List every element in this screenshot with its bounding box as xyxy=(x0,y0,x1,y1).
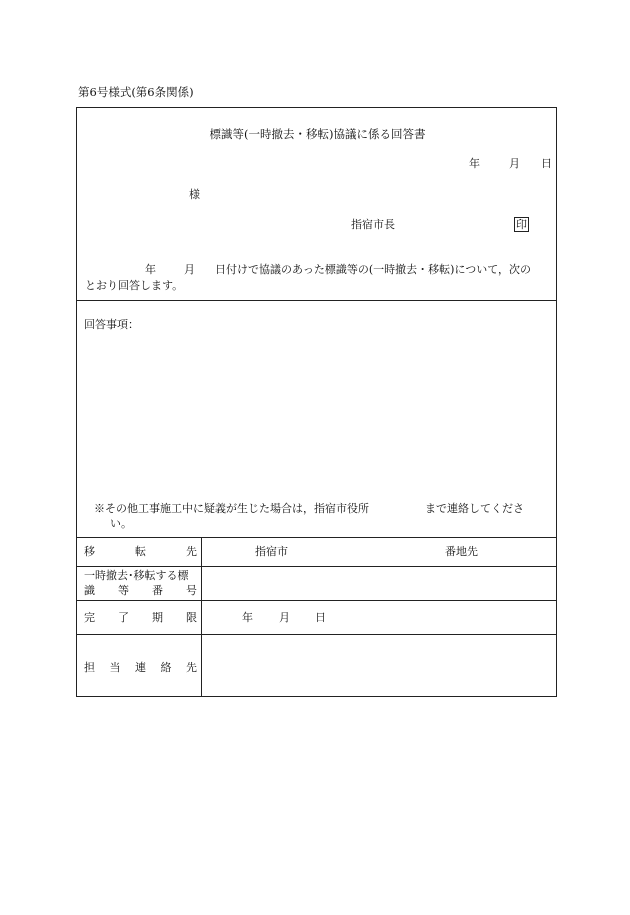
label-char: 了 xyxy=(118,611,129,624)
reply-form xyxy=(76,107,557,697)
divider-row-1 xyxy=(77,566,556,567)
label-char: 期 xyxy=(152,611,163,624)
notice-line-2: い。 xyxy=(110,517,132,530)
date-month: 月 xyxy=(509,157,520,170)
relocation-suffix: 番地先 xyxy=(445,545,478,558)
label-char: 先 xyxy=(186,545,197,558)
deadline-day: 日 xyxy=(315,611,326,624)
label-contact xyxy=(84,662,197,673)
label-char: 号 xyxy=(186,584,197,597)
label-char: 完 xyxy=(84,611,95,624)
label-deadline xyxy=(84,612,197,623)
deadline-month: 月 xyxy=(279,611,290,624)
reply-items-label: 回答事項： xyxy=(84,318,139,331)
label-sign-number-line-1: 一時撤去･移転する標 xyxy=(84,569,189,582)
notice-line-1-b: まで連絡してくださ xyxy=(425,502,524,515)
issuer-name: 指宿市長 xyxy=(351,218,395,231)
seal-wrapper xyxy=(514,217,529,232)
divider-column xyxy=(201,537,202,696)
divider-row-3 xyxy=(77,634,556,635)
label-char: 当 xyxy=(109,661,121,674)
form-title: 標識等(一時撤去・移転)協議に係る回答書 xyxy=(209,127,426,141)
label-char: 担 xyxy=(84,661,95,674)
label-char: 移 xyxy=(84,545,95,558)
label-char: 絡 xyxy=(160,661,172,674)
label-char: 連 xyxy=(135,661,146,674)
date-day: 日 xyxy=(541,157,552,170)
deadline-year: 年 xyxy=(242,611,253,624)
label-char: 番 xyxy=(152,584,163,597)
label-char: 識 xyxy=(84,584,95,597)
divider-header xyxy=(77,300,556,301)
form-number-label: 第6号様式(第6条関係) xyxy=(78,85,194,99)
divider-table-top xyxy=(77,537,556,538)
body-line-1-rest: 日付けで協議のあった標識等の(一時撤去・移転)について，次の xyxy=(215,263,532,276)
label-char: 先 xyxy=(186,661,197,674)
addressee-suffix: 様 xyxy=(189,188,200,201)
divider-row-2 xyxy=(77,600,556,601)
relocation-city: 指宿市 xyxy=(255,545,288,558)
seal-mark: 印 xyxy=(516,218,527,231)
label-char: 等 xyxy=(118,584,129,597)
body-month: 月 xyxy=(184,263,195,276)
label-sign-number-line-2 xyxy=(84,585,197,596)
date-year: 年 xyxy=(469,157,480,170)
notice-line-1 xyxy=(94,503,524,514)
body-line-1 xyxy=(145,264,531,275)
body-line-2: とおり回答します。 xyxy=(85,279,184,292)
label-relocation xyxy=(84,546,197,557)
body-year: 年 xyxy=(145,263,156,276)
label-char: 限 xyxy=(186,611,197,624)
label-char: 転 xyxy=(135,545,146,558)
notice-line-1-a: ※その他工事施工中に疑義が生じた場合は，指宿市役所 xyxy=(94,502,369,515)
